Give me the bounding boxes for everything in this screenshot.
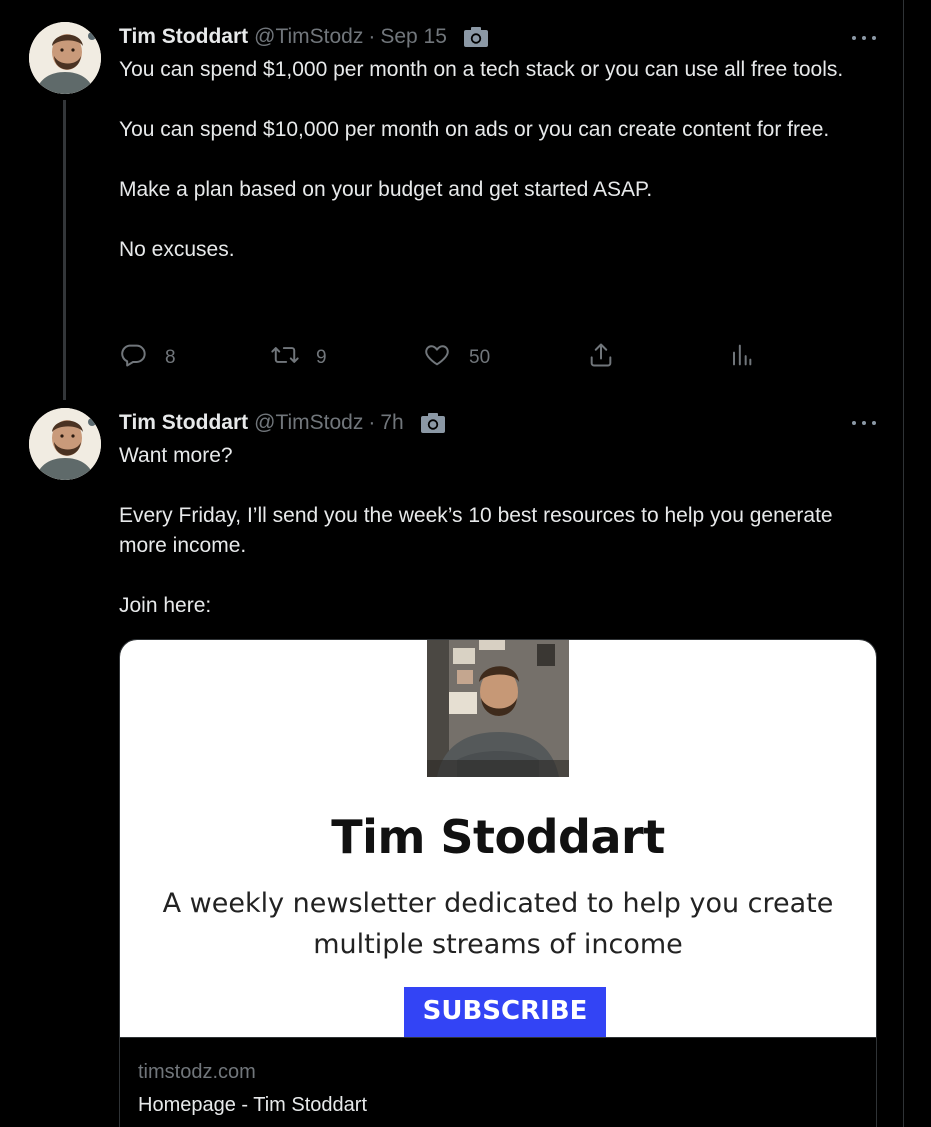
- author-handle[interactable]: @TimStodz: [254, 411, 364, 434]
- subscribe-button[interactable]: SUBSCRIBE: [404, 987, 606, 1037]
- tweet-actions: [119, 343, 759, 373]
- tweet-2[interactable]: [0, 400, 903, 1127]
- tweet-paragraph: Want more?: [119, 444, 233, 467]
- card-tagline-line: multiple streams of income: [313, 929, 683, 960]
- camera-icon: [420, 412, 446, 434]
- avatar[interactable]: [29, 22, 101, 94]
- card-photo: [427, 640, 569, 777]
- like-count: 50: [469, 347, 491, 368]
- author-handle[interactable]: @TimStodz: [254, 25, 364, 48]
- author-name[interactable]: Tim Stoddart: [119, 411, 249, 434]
- tweet-paragraph: Make a plan based on your budget and get started ASAP.: [119, 178, 653, 201]
- tweet-text: [119, 55, 859, 265]
- tweet-timestamp[interactable]: Sep 15: [380, 25, 447, 48]
- retweet-count: 9: [316, 347, 327, 368]
- share-icon: [587, 341, 615, 375]
- tweet-1[interactable]: [0, 0, 903, 400]
- camera-icon: [463, 26, 489, 48]
- author-name[interactable]: Tim Stoddart: [119, 25, 249, 48]
- analytics-icon: [727, 341, 755, 375]
- card-tagline: [120, 883, 876, 965]
- tweet-timestamp[interactable]: 7h: [380, 411, 404, 434]
- tweet-paragraph: You can spend $1,000 per month on a tech stack or you can use all free tools.: [119, 58, 844, 81]
- like-icon: [423, 341, 451, 375]
- tweet-header: [119, 409, 446, 437]
- column-border: [903, 0, 904, 1127]
- thread-line: [63, 100, 66, 400]
- tweet-paragraph: No excuses.: [119, 238, 235, 261]
- card-title: Tim Stoddart: [331, 810, 665, 864]
- retweet-button[interactable]: [270, 343, 327, 373]
- tweet-paragraph: You can spend $10,000 per month on ads or you can create content for free.: [119, 118, 830, 141]
- card-tagline-line: A weekly newsletter dedicated to help you create: [162, 888, 834, 919]
- tweet-paragraph: Join here:: [119, 594, 212, 617]
- card-image[interactable]: [120, 640, 876, 1037]
- link-card[interactable]: [119, 639, 877, 1127]
- separator: ·: [368, 411, 376, 434]
- tweet-text: [119, 441, 859, 621]
- reply-icon: [119, 341, 147, 375]
- more-icon[interactable]: [852, 33, 876, 43]
- card-domain: timstodz.com: [138, 1061, 256, 1083]
- tweet-paragraph: Every Friday, I’ll send you the week’s 10 best resources to help you generate more income.: [119, 504, 833, 557]
- card-headline: Homepage - Tim Stoddart: [138, 1094, 367, 1116]
- tweet-header: [119, 23, 489, 51]
- share-button[interactable]: [587, 343, 615, 373]
- like-button[interactable]: [423, 343, 490, 373]
- retweet-icon: [270, 341, 300, 375]
- reply-count: 8: [165, 347, 176, 368]
- separator: ·: [368, 25, 376, 48]
- avatar[interactable]: [29, 408, 101, 480]
- card-meta[interactable]: [120, 1037, 876, 1127]
- analytics-button[interactable]: [727, 343, 755, 373]
- reply-button[interactable]: [119, 343, 176, 373]
- more-icon[interactable]: [852, 418, 876, 428]
